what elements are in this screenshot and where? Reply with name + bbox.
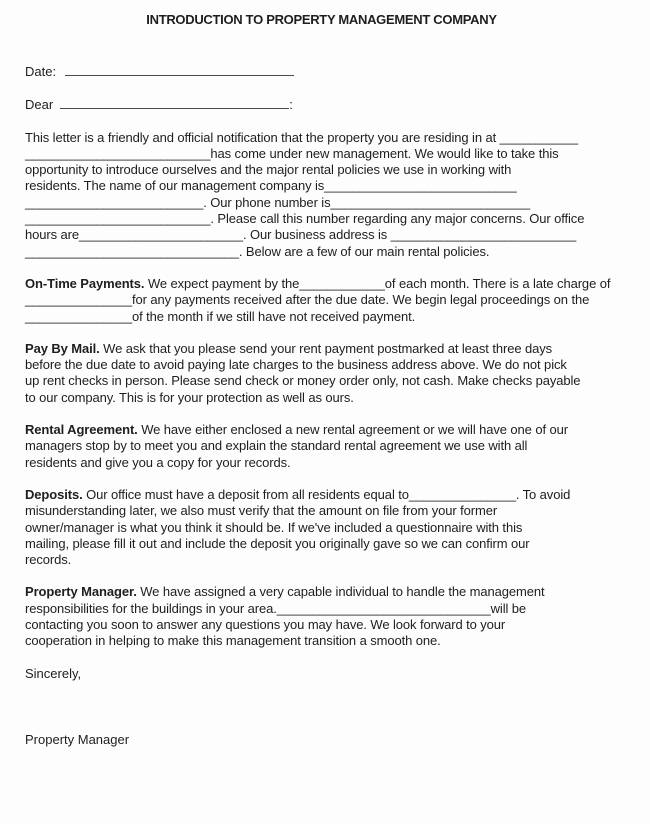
paragraph-heading: Property Manager.: [25, 584, 137, 600]
paragraph-line: cooperation in helping to make this management transition a smooth one.: [25, 633, 441, 649]
paragraph: [25, 341, 638, 406]
paragraph: [25, 276, 638, 325]
paragraph-heading: On-Time Payments.: [25, 275, 145, 291]
paragraph-line: _______________of the month if we still have not received payment.: [25, 308, 416, 324]
date-blank-line: [65, 63, 294, 76]
paragraph-line: _______________for any payments received after the due date. We begin legal proceedings on the: [25, 292, 590, 308]
paragraph-line: Rental Agreement. We have either enclosed a new rental agreement or we will have one of our: [25, 422, 568, 438]
paragraph-line: responsibilities for the buildings in your area.______________________________will be: [25, 600, 527, 616]
salutation-colon: :: [289, 97, 293, 113]
paragraph-line: residents and give you a copy for your records.: [25, 454, 291, 470]
paragraph-line: On-Time Payments. We expect payment by the____________of each month. There is a late charge of: [25, 275, 611, 291]
paragraph-line: up rent checks in person. Please send check or money order only, not cash. Make checks payable: [25, 373, 581, 389]
date-label: Date:: [25, 64, 57, 79]
salutation-label: Dear: [25, 97, 54, 113]
paragraph: [25, 487, 638, 568]
paragraph-line: Property Manager. We have assigned a very capable individual to handle the management: [25, 584, 545, 600]
paragraph: [25, 130, 638, 260]
paragraph-heading: Pay By Mail.: [25, 340, 100, 356]
paragraph-line: to our company. This is for your protection as well as ours.: [25, 389, 354, 405]
paragraph-line: ______________________________. Below are a few of our main rental policies.: [25, 243, 490, 259]
paragraph-heading: Deposits.: [25, 486, 83, 502]
paragraph-line: _________________________. Our phone number is____________________________: [25, 194, 531, 210]
letter-body: [25, 130, 638, 650]
salutation-blank-line: [60, 96, 289, 109]
paragraph-line: __________________________has come under new management. We would like to take this: [25, 145, 559, 161]
closing: Sincerely,: [25, 665, 82, 681]
paragraph-line: records.: [25, 552, 72, 568]
paragraph: [25, 422, 638, 471]
page-title: INTRODUCTION TO PROPERTY MANAGEMENT COMPANY: [146, 12, 497, 27]
paragraph-line: misunderstanding later, we also must verify that the amount on file from your former: [25, 503, 498, 519]
paragraph-line: hours are_______________________. Our business address is __________________________: [25, 227, 577, 243]
date-row: [25, 63, 638, 80]
paragraph-line: mailing, please fill it out and include the deposit you originally gave so we can confirm our: [25, 535, 530, 551]
paragraph-line: opportunity to introduce ourselves and the major rental policies we use in working with: [25, 162, 512, 178]
paragraph-line: owner/manager is what you think it should be. If we've included a questionnaire with this: [25, 519, 523, 535]
paragraph-line: Deposits. Our office must have a deposit from all residents equal to_______________. To avoid: [25, 486, 571, 502]
paragraph-line: This letter is a friendly and official notification that the property you are residing in at ___________: [25, 129, 579, 145]
paragraph-line: contacting you soon to answer any questions you may have. We look forward to your: [25, 617, 506, 633]
paragraph: [25, 584, 638, 649]
paragraph-line: before the due date to avoid paying late charges to the business address above. We do not pick: [25, 357, 567, 373]
paragraph-line: Pay By Mail. We ask that you please send your rent payment postmarked at least three days: [25, 340, 553, 356]
paragraph-heading: Rental Agreement.: [25, 422, 138, 438]
paragraph-line: residents. The name of our management company is___________________________: [25, 178, 517, 194]
salutation-row: [25, 96, 638, 113]
signature-line: Property Manager: [25, 731, 130, 747]
paragraph-line: managers stop by to meet you and explain the standard rental agreement we use with all: [25, 438, 528, 454]
paragraph-line: __________________________. Please call this number regarding any major concerns. Our office: [25, 211, 585, 227]
